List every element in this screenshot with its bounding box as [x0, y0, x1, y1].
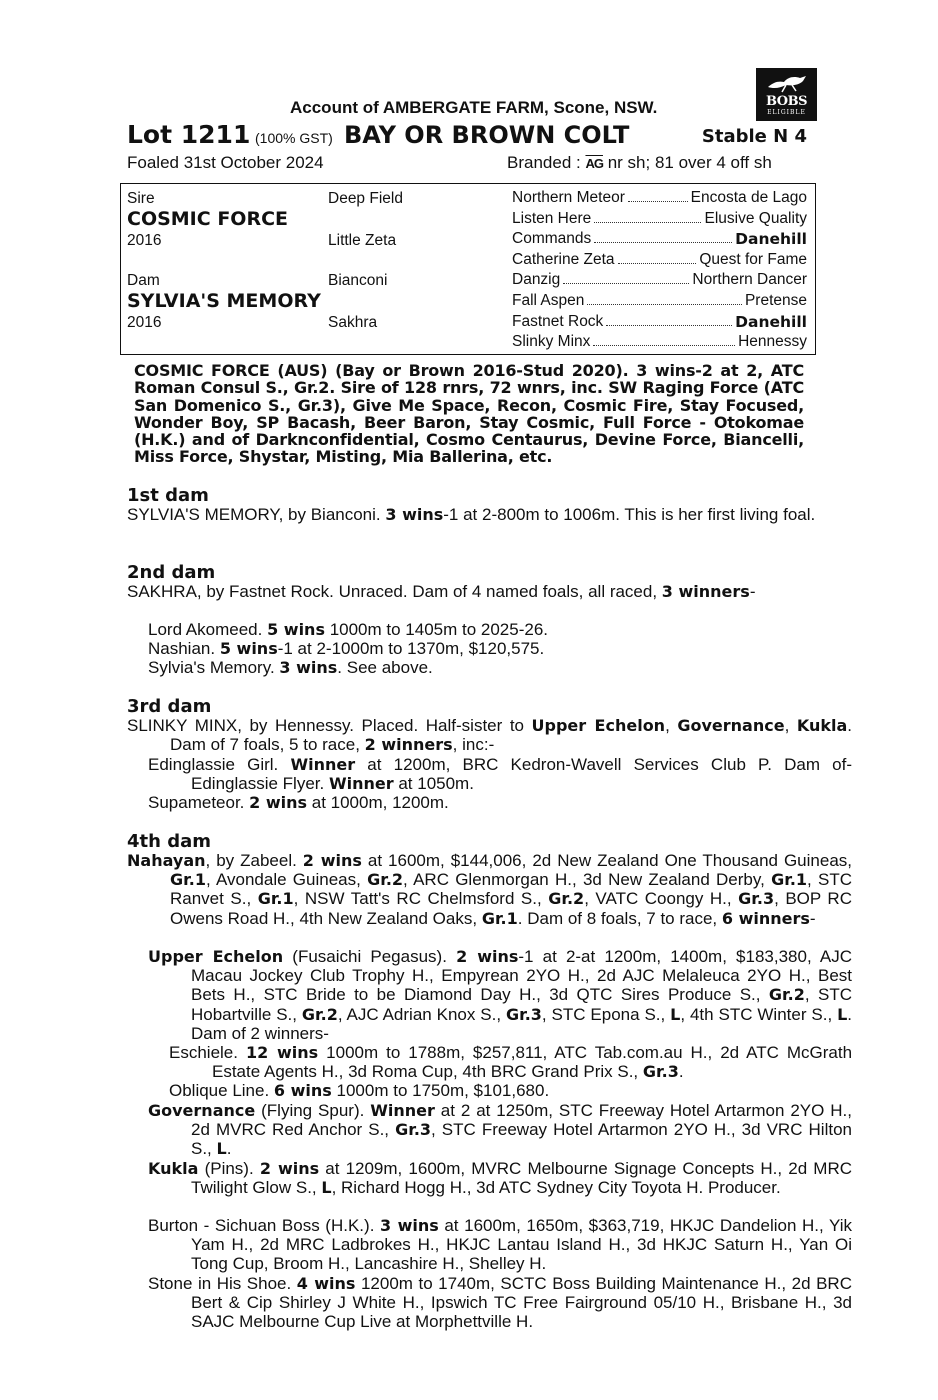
produce-entry: [148, 658, 852, 677]
produce-entry: [127, 582, 852, 601]
dot-leader: [628, 189, 688, 202]
ancestor-sire: Danehill: [735, 230, 807, 249]
heading-4th-dam: 4th dam: [127, 831, 211, 852]
logo-subtext: ELIGIBLE: [767, 109, 806, 116]
entry-text: SLINKY MINX, by Hennessy. Placed. Half-sister to: [127, 716, 532, 735]
entry-bold-text: Gr.1: [771, 870, 808, 890]
entry-text: Sylvia's Memory.: [148, 658, 280, 677]
produce-entry: [148, 793, 852, 812]
entry-bold-text: Nahayan: [127, 851, 206, 870]
entry-bold-text: Winner: [290, 755, 356, 774]
dam-year: 2016: [127, 314, 162, 331]
entry-text: at 1050m.: [393, 774, 474, 794]
entry-bold-text: 12 wins: [245, 1043, 319, 1062]
produce-entry: [127, 716, 852, 754]
entry-text: (Flying Spur).: [255, 1101, 371, 1120]
entry-text: (Fusaichi Pegasus).: [283, 947, 457, 966]
ancestor-row: [512, 271, 807, 289]
entry-bold-text: Gr.1: [481, 908, 518, 928]
entry-text: , by Zabeel.: [205, 851, 303, 870]
entry-bold-text: Winner: [370, 1101, 435, 1120]
entry-bold-text: 2 wins: [302, 851, 362, 870]
ancestor-sire: Pretense: [744, 292, 807, 309]
entry-bold-text: L: [837, 1004, 848, 1024]
entry-text: , NSW Tatt's RC Chelmsford S.,: [293, 889, 549, 909]
bobs-eligible-logo: [756, 68, 817, 121]
entry-text: .: [226, 1139, 232, 1159]
ancestor-name: Catherine Zeta: [512, 250, 615, 268]
entry-text: at 1209m, 1600m, MVRC Melbourne Signage Concepts H., 2d MRC Twilight Glow S.,: [191, 1159, 852, 1198]
brand-info: [507, 153, 772, 173]
entry-text: Edinglassie Girl.: [148, 755, 291, 774]
logo-text: BOBS: [766, 94, 807, 109]
dot-leader: [606, 313, 732, 326]
sire-label: Sire: [127, 190, 155, 207]
entry-text: ,: [784, 716, 797, 735]
produce-entry: [148, 1159, 852, 1197]
ancestor-sire: Hennessy: [738, 333, 807, 351]
entry-text: , VATC Coongy H.,: [584, 889, 739, 909]
produce-entry: [148, 755, 852, 793]
entry-bold-text: Governance: [148, 1101, 256, 1120]
entry-text: -1 at 2-1000m to 1370m, $120,575.: [277, 639, 545, 658]
ancestor-sire: Danehill: [735, 312, 807, 331]
ancestor-name: Fall Aspen: [512, 292, 585, 309]
entry-text: 1000m to 1405m to 2025-26.: [324, 620, 549, 639]
entry-text: Eschiele.: [169, 1043, 246, 1062]
entry-text: , STC Ranvet S.,: [170, 870, 853, 909]
ancestor-row: [512, 333, 807, 351]
entry-text: 1000m to 1788m, $257,811, ATC Tab.com.au H., 2d ATC McGrath Estate Agents H., 3d Roma Cup, 4th BRC Grand Prix S.,: [212, 1043, 853, 1082]
entry-bold-text: Kukla: [148, 1159, 199, 1178]
produce-entry: [169, 1043, 852, 1081]
entry-bold-text: Gr.3: [505, 1004, 542, 1024]
entry-text: Burton - Sichuan Boss (H.K.).: [148, 1216, 381, 1235]
entry-text: , BOP RC Owens Road H., 4th New Zealand Oaks,: [170, 889, 852, 928]
entry-text: , 4th STC Winter S.,: [680, 1004, 838, 1024]
entry-text: 1000m to 1750m, $101,680.: [331, 1081, 550, 1100]
entry-bold-text: Upper Echelon: [148, 947, 284, 966]
produce-entry: [148, 1101, 852, 1159]
entry-text: -1 at 2-at 1200m, 1400m, $183,380, AJC Macau Jockey Club Trophy H., Empyrean 2YO H., 2d AJC Melaleuca 2YO H., Best Bets H., STC Bride to be Diamond Day H., 3d QTC Sires Produce S.,: [191, 947, 852, 1005]
pedigree-table: [120, 183, 816, 355]
entry-text: at 1600m, $144,006, 2d New Zealand One Thousand Guineas,: [361, 851, 852, 870]
entry-bold-text: 2 wins: [456, 947, 519, 966]
sire-name: COSMIC FORCE: [127, 208, 288, 230]
entry-text: -1 at 2-800m to 1006m. This is her first living foal.: [443, 505, 816, 524]
produce-entry: [127, 851, 852, 928]
entry-bold-text: L: [216, 1139, 227, 1159]
dam-dam: Sakhra: [328, 314, 378, 331]
entry-text: -: [809, 908, 816, 928]
entry-text: 1200m to 1740m, SCTC Boss Building Maintenance H., 2d BRC Bert & Cip Shirley J White H., Ipswich TC Free Fairground 05/10 H., Brisbane H., 3d SAJC Melbourne Cup Live at Morphettville H.: [191, 1274, 852, 1332]
entry-text: , inc:-: [452, 735, 495, 755]
produce-entry: [169, 1081, 852, 1100]
entry-bold-text: 3 wins: [380, 1216, 439, 1235]
entry-text: , Richard Hogg H., 3d ATC Sydney City Toyota H. Producer.: [331, 1178, 781, 1198]
entry-bold-text: 5 wins: [219, 639, 278, 658]
entry-text: . See above.: [337, 658, 433, 677]
entry-bold-text: Winner: [328, 774, 394, 794]
ancestor-row: [512, 189, 807, 207]
entry-text: SAKHRA, by Fastnet Rock. Unraced. Dam of 4 named foals, all raced,: [127, 582, 662, 601]
ancestor-sire: Northern Dancer: [692, 271, 807, 289]
ancestor-sire: Encosta de Lago: [690, 189, 807, 206]
entry-bold-text: 5 wins: [267, 620, 325, 639]
sex-colour: BAY OR BROWN COLT: [344, 121, 630, 149]
entry-text: . Dam of 2 winners-: [191, 1004, 852, 1043]
entry-bold-text: Gr.2: [768, 985, 805, 1005]
entry-bold-text: Kukla: [796, 716, 848, 735]
entry-text: Oblique Line.: [169, 1081, 274, 1100]
dot-leader: [594, 210, 701, 223]
dot-leader: [618, 251, 697, 264]
produce-entry: [148, 639, 852, 658]
entry-text: Nashian.: [148, 639, 220, 658]
entry-bold-text: 3 wins: [385, 505, 444, 524]
ancestor-sire: Quest for Fame: [699, 250, 807, 268]
heading-1st-dam: 1st dam: [127, 485, 209, 506]
entry-text: , Avondale Guineas,: [205, 870, 368, 890]
lot-title-line: [127, 120, 817, 150]
produce-entry: [148, 1274, 852, 1332]
ancestor-name: Commands: [512, 230, 592, 248]
entry-text: at 2 at 1250m, STC Freeway Hotel Artarmon 2YO H., 2d MVRC Red Anchor S.,: [191, 1101, 852, 1140]
dot-leader: [563, 271, 689, 284]
entry-text: , ARC Glenmorgan H., 3d New Zealand Derby,: [403, 870, 772, 890]
horse-icon: [766, 73, 808, 93]
dot-leader: [594, 230, 732, 243]
produce-entry: [148, 947, 852, 1043]
entry-bold-text: Gr.3: [738, 889, 775, 909]
ancestor-name: Danzig: [512, 271, 561, 289]
entry-text: , STC Hobartville S.,: [191, 985, 852, 1024]
entry-bold-text: Upper Echelon: [531, 716, 666, 735]
ancestor-row: [512, 292, 807, 310]
entry-bold-text: L: [321, 1178, 332, 1198]
entry-bold-text: 3 wins: [279, 658, 338, 677]
entry-text: at 1600m, 1650m, $363,719, HKJC Dandelion H., Yik Yam H., 2d MRC Ladbrokes H., HKJC Lantau Island H., 3d HKJC Saturn H., Yan Oi Tong Cup, Broom H., Lancashire H., Shelley H.: [191, 1216, 852, 1274]
entry-text: -: [749, 582, 756, 601]
stable-location: Stable N 4: [701, 126, 807, 147]
entry-text: Stone in His Shoe.: [148, 1274, 297, 1293]
entry-bold-text: 6 winners: [721, 908, 810, 928]
entry-bold-text: Gr.1: [170, 870, 206, 890]
sire-summary: COSMIC FORCE (AUS) (Bay or Brown 2016-Stud 2020). 3 wins-2 at 2, ATC Roman Consul S., Gr.2. Sire of 128 rnrs, 72 wnrs, inc. SW Raging Force (ATC San Domenico S., Gr.3), Give Me Space, Recon, Cosmic Fire, Stay Focused, Wonder Boy, SP Bacash, Beer Baron, Stay Cosmic, Full Force - Otokomae (H.K.) and of Darknconfidential, Cosmo Centaurus, Devine Force, Biancelli, Miss Force, Shystar, Misting, Mia Ballerina, etc.: [134, 361, 804, 467]
ancestor-row: [512, 210, 807, 228]
entry-bold-text: Gr.3: [642, 1062, 679, 1082]
entry-text: Lord Akomeed.: [148, 620, 268, 639]
heading-3rd-dam: 3rd dam: [127, 696, 212, 717]
produce-entry: [127, 505, 852, 524]
entry-bold-text: Gr.1: [257, 889, 294, 909]
gst-note: (100% GST): [255, 130, 333, 146]
entry-text: at 1200m, BRC Kedron-Wavell Services Club P. Dam of- Edinglassie Flyer.: [191, 755, 852, 794]
entry-text: , STC Epona S.,: [541, 1004, 671, 1024]
entry-bold-text: Gr.2: [548, 889, 585, 909]
entry-bold-text: 4 wins: [296, 1274, 356, 1293]
ancestor-name: Northern Meteor: [512, 189, 625, 206]
entry-text: , AJC Adrian Knox S.,: [337, 1004, 506, 1024]
ancestor-row: [512, 313, 807, 331]
ancestor-row: [512, 251, 807, 269]
entry-text: at 1000m, 1200m.: [307, 793, 449, 812]
sire-sire: Deep Field: [328, 190, 403, 207]
entry-bold-text: 2 winners: [364, 735, 453, 755]
dam-name: SYLVIA'S MEMORY: [127, 290, 321, 312]
entry-text: Supameteor.: [148, 793, 250, 812]
dot-leader: [587, 292, 742, 305]
brand-details: nr sh; 81 over 4 off sh: [607, 153, 772, 172]
heading-2nd-dam: 2nd dam: [127, 562, 216, 583]
foaled-date: Foaled 31st October 2024: [127, 153, 324, 172]
entry-bold-text: L: [670, 1004, 681, 1024]
entry-text: , STC Freeway Hotel Artarmon 2YO H., 3d VRC Hilton S.,: [191, 1120, 852, 1159]
dam-label: Dam: [127, 272, 160, 289]
lot-number: Lot 1211: [127, 120, 251, 149]
dot-leader: [593, 333, 735, 346]
entry-bold-text: 6 wins: [273, 1081, 332, 1100]
vendor-account: Account of AMBERGATE FARM, Scone, NSW.: [290, 98, 658, 117]
entry-text: . Dam of 8 foals, 7 to race,: [517, 908, 722, 928]
dam-sire: Bianconi: [328, 272, 388, 289]
entry-text: .: [678, 1062, 684, 1082]
produce-entry: [148, 620, 852, 639]
entry-bold-text: 3 winners: [661, 582, 750, 601]
ancestor-name: Listen Here: [512, 209, 592, 227]
ancestor-name: Slinky Minx: [512, 333, 591, 351]
ancestor-sire: Elusive Quality: [704, 209, 807, 227]
entry-text: . Dam of 7 foals, 5 to race,: [170, 716, 852, 755]
sire-dam: Little Zeta: [328, 232, 397, 249]
entry-bold-text: 2 wins: [249, 793, 308, 812]
brand-mark: $\overline{AG}$: [585, 156, 603, 171]
ancestor-row: [512, 230, 807, 248]
produce-entry: [148, 1216, 852, 1274]
entry-text: SYLVIA'S MEMORY, by Bianconi.: [127, 505, 386, 524]
entry-bold-text: Gr.2: [301, 1004, 338, 1024]
entry-bold-text: Gr.2: [367, 870, 404, 890]
entry-bold-text: 2 wins: [259, 1159, 320, 1178]
entry-text: (Pins).: [198, 1159, 260, 1178]
ancestor-name: Fastnet Rock: [512, 312, 604, 330]
entry-bold-text: Gr.3: [395, 1120, 432, 1140]
branded-label: Branded :: [507, 153, 581, 172]
entry-bold-text: Governance: [677, 716, 785, 735]
sire-year: 2016: [127, 232, 162, 249]
entry-text: ,: [665, 716, 678, 735]
